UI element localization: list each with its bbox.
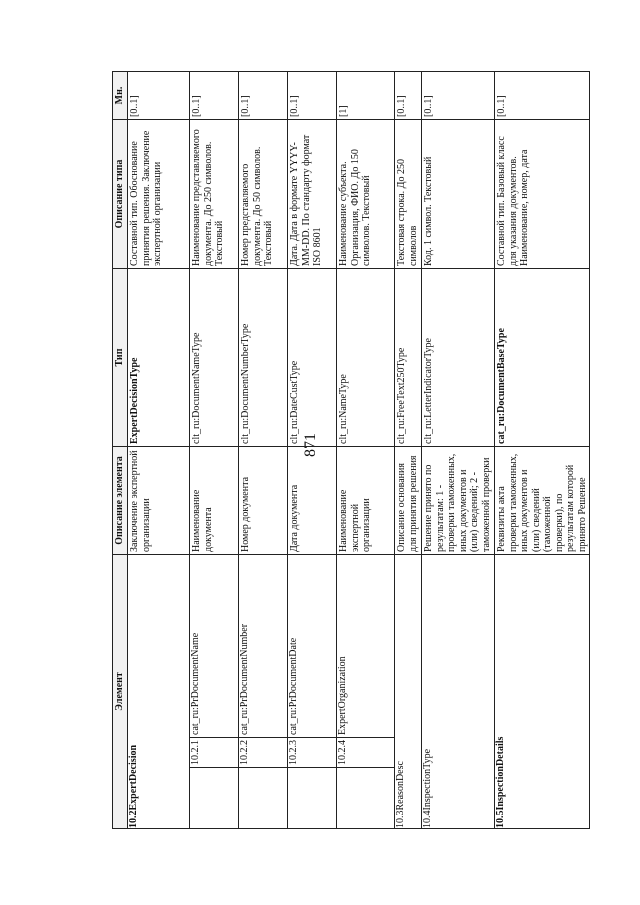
- element-cell: [190, 555, 239, 829]
- type-description-cell: Код. 1 символ. Текстовый: [422, 120, 495, 269]
- element-name: ExpertDecision: [128, 744, 139, 811]
- element-number: 10.3: [395, 810, 406, 828]
- multiplicity-cell: [0..1]: [128, 72, 190, 120]
- element-description-cell: Описание основания для принятия решения: [395, 447, 422, 555]
- element-name: cat_ru:PrDocumentNumber: [239, 623, 250, 735]
- element-cell-content: [239, 555, 287, 768]
- multiplicity-cell: [0..1]: [422, 72, 495, 120]
- type-cell: clt_ru:FreeText250Type: [395, 269, 422, 447]
- element-cell-content: [288, 555, 336, 768]
- header-type-desc: Описание типа: [113, 120, 128, 269]
- element-number: 10.2.3: [288, 737, 336, 765]
- type-description-cell: Наименование субъекта. Организация, ФИО. До 150 символов. Текстовый: [337, 120, 395, 269]
- element-name: cat_ru:PrDocumentName: [190, 632, 201, 735]
- element-number: 10.2.2: [239, 737, 287, 765]
- element-name: ExpertOrganization: [337, 656, 348, 735]
- header-type: Тип: [113, 269, 128, 447]
- element-description-cell: Наименование документа: [190, 447, 239, 555]
- table-row: [337, 72, 395, 829]
- element-name: InspectionType: [422, 748, 433, 811]
- element-number: 10.4: [422, 810, 433, 828]
- table-row: [190, 72, 239, 829]
- table-row: [395, 72, 422, 829]
- element-cell-content: [395, 555, 407, 828]
- type-description-cell: Дата. Дата в формате YYYY-MM-DD. По стандарту формат ISO 8601: [288, 120, 337, 269]
- multiplicity-cell: [1]: [337, 72, 395, 120]
- header-mn: Мн.: [113, 72, 128, 120]
- table-row: [239, 72, 288, 829]
- table-row: [128, 72, 190, 829]
- multiplicity-cell: [0..1]: [395, 72, 422, 120]
- element-cell-content: [422, 555, 434, 828]
- header-element-desc: Описание элемента: [113, 447, 128, 555]
- element-table: [112, 71, 590, 829]
- element-description-cell: Заключение экспертной организации: [128, 447, 190, 555]
- table-header-row: [113, 72, 128, 829]
- type-cell: clt_ru:DateCustType: [288, 269, 337, 447]
- multiplicity-cell: [0..1]: [239, 72, 288, 120]
- element-number: 10.2.1: [190, 737, 238, 765]
- table-body: [128, 72, 590, 829]
- element-name: cat_ru:PrDocumentDate: [288, 637, 299, 735]
- element-number: 10.2: [128, 810, 139, 828]
- type-cell: clt_ru:LetterIndicatorType: [422, 269, 495, 447]
- type-cell: clt_ru:DocumentNumberType: [239, 269, 288, 447]
- type-description-cell: Наименование представляемого документа. До 250 символов. Текстовый: [190, 120, 239, 269]
- type-description-cell: Номер представляемого документа. До 50 символов. Текстовый: [239, 120, 288, 269]
- multiplicity-cell: [0..1]: [495, 72, 590, 120]
- header-element: Элемент: [113, 555, 128, 829]
- element-cell-content: [190, 555, 238, 768]
- element-cell: [128, 555, 190, 829]
- rotated-table-frame: [112, 72, 588, 829]
- type-description-cell: Составной тип. Базовый класс для указания документов. Наименование, номер, дата: [495, 120, 590, 269]
- multiplicity-cell: [0..1]: [288, 72, 337, 120]
- element-description-cell: Дата документа: [288, 447, 337, 555]
- element-cell: [288, 555, 337, 829]
- table-row: [495, 72, 590, 829]
- element-description-cell: Номер документа: [239, 447, 288, 555]
- element-cell: [422, 555, 495, 829]
- element-description-cell: Решение принято по результатам: 1 - проверки таможенных, иных документов и (или) сведений; 2 - таможенной проверки: [422, 447, 495, 555]
- element-cell: [495, 555, 590, 829]
- type-cell: ExpertDecisionType: [128, 269, 190, 447]
- element-cell: [395, 555, 422, 829]
- rotated-table-container: [112, 72, 588, 829]
- type-description-cell: Текстовая строка. До 250 символов: [395, 120, 422, 269]
- element-number: 10.2.4: [337, 737, 394, 765]
- table-row: [288, 72, 337, 829]
- element-description-cell: Наименование экспертной организации: [337, 447, 395, 555]
- element-description-cell: Реквизиты акта проверки таможенных, иных документов и (или) сведений (таможенной проверки), по результатам которой принято Решение: [495, 447, 590, 555]
- page-number: 871: [302, 433, 319, 457]
- type-description-cell: Составной тип. Обоснование принятия решения. Заключение экспертной организации: [128, 120, 190, 269]
- type-cell: clt_ru:NameType: [337, 269, 395, 447]
- type-cell: clt_ru:DocumentNameType: [190, 269, 239, 447]
- element-name: ReasonDesc: [395, 761, 406, 811]
- multiplicity-cell: [0..1]: [190, 72, 239, 120]
- element-cell: [337, 555, 395, 829]
- table-row: [422, 72, 495, 829]
- element-number: 10.5: [495, 810, 506, 828]
- element-name: InspectionDetails: [495, 736, 506, 811]
- element-cell: [239, 555, 288, 829]
- type-cell: cat_ru:DocumentBaseType: [495, 269, 590, 447]
- element-cell-content: [128, 555, 140, 828]
- element-cell-content: [337, 555, 394, 768]
- element-cell-content: [495, 555, 507, 828]
